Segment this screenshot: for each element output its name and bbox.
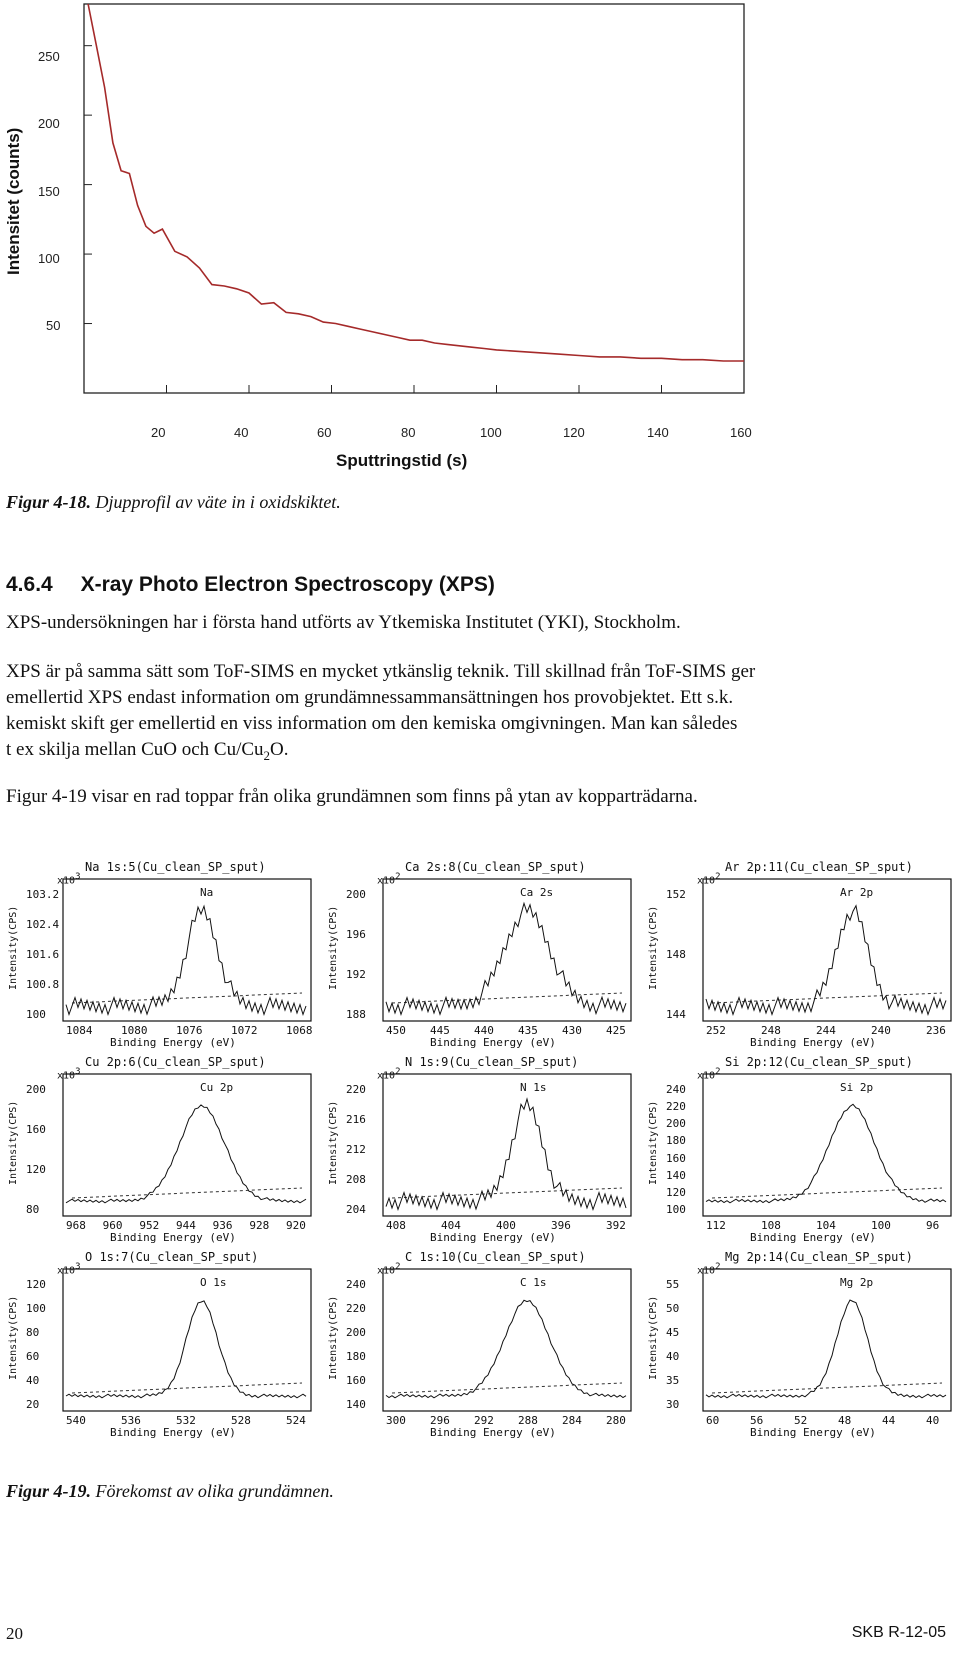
xps-x-tick-label: 392 bbox=[606, 1219, 626, 1232]
xps-y-tick-label: 80 bbox=[26, 1326, 40, 1339]
xps-x-tick-label: 52 bbox=[794, 1414, 808, 1427]
xps-panel-title: N 1s:9(Cu_clean_SP_sput) bbox=[405, 1055, 579, 1069]
xps-y-tick-label: 148 bbox=[666, 948, 686, 961]
xps-x-tick-label: 944 bbox=[176, 1219, 196, 1232]
xps-y-tick-label: 220 bbox=[346, 1083, 366, 1096]
xps-y-tick-label: 100 bbox=[26, 1302, 46, 1315]
xps-y-tick-label: 220 bbox=[346, 1302, 366, 1315]
xps-spectrum-line bbox=[706, 1104, 946, 1203]
xps-y-axis-label: Intensity(CPS) bbox=[8, 1100, 19, 1185]
xps-y-tick-label: 160 bbox=[346, 1374, 366, 1387]
paragraph-2-line: XPS är på samma sätt som ToF-SIMS en mycket ytkänslig teknik. Till skillnad från ToF-SIMS ger bbox=[6, 661, 756, 682]
multiplier-exponent: 3 bbox=[75, 1262, 81, 1272]
y-tick-label: 100 bbox=[38, 251, 60, 266]
xps-y-axis-label: Intensity(CPS) bbox=[8, 905, 19, 990]
xps-peak-label: Mg 2p bbox=[840, 1276, 874, 1289]
section-number: 4.6.4 bbox=[6, 573, 53, 596]
xps-x-tick-label: 244 bbox=[816, 1024, 836, 1037]
xps-x-axis-label: Binding Energy (eV) bbox=[750, 1036, 876, 1049]
xps-y-tick-label: 80 bbox=[26, 1203, 40, 1216]
xps-y-tick-label: 216 bbox=[346, 1113, 366, 1126]
xps-x-tick-label: 960 bbox=[102, 1219, 123, 1232]
xps-y-tick-label: 180 bbox=[666, 1134, 686, 1148]
xps-y-tick-label: 200 bbox=[666, 1117, 686, 1131]
xps-y-tick-label: 35 bbox=[666, 1374, 680, 1387]
xps-x-tick-label: 524 bbox=[286, 1414, 306, 1427]
hydrogen-intensity-series bbox=[88, 4, 744, 361]
xps-y-tick-label: 120 bbox=[666, 1185, 686, 1199]
xps-x-axis-label: Binding Energy (eV) bbox=[110, 1426, 236, 1439]
xps-x-tick-label: 108 bbox=[761, 1219, 781, 1232]
page-number: 20 bbox=[6, 1624, 23, 1643]
x-tick-label: 40 bbox=[234, 425, 249, 440]
caption-text: Förekomst av olika grundämnen. bbox=[95, 1481, 334, 1501]
xps-peak-label: O 1s bbox=[200, 1276, 227, 1289]
xps-x-tick-label: 435 bbox=[518, 1024, 538, 1037]
xps-x-tick-label: 430 bbox=[562, 1024, 582, 1037]
xps-x-tick-label: 528 bbox=[231, 1414, 251, 1427]
xps-x-tick-label: 936 bbox=[212, 1219, 233, 1232]
caption-text: Djupprofil av väte in i oxidskiktet. bbox=[95, 492, 341, 512]
x-tick-label: 80 bbox=[401, 425, 416, 440]
xps-y-axis-label: Intensity(CPS) bbox=[648, 1295, 659, 1380]
xps-y-tick-label: 20 bbox=[26, 1398, 40, 1411]
x-tick-label: 60 bbox=[317, 425, 332, 440]
xps-x-tick-label: 280 bbox=[606, 1414, 626, 1427]
xps-x-tick-label: 450 bbox=[386, 1024, 406, 1037]
xps-y-axis-label: Intensity(CPS) bbox=[648, 905, 659, 990]
y-tick-label: 250 bbox=[38, 49, 60, 64]
plot-frame bbox=[84, 4, 744, 393]
xps-spectrum-line bbox=[66, 1105, 306, 1203]
xps-y-tick-label: 200 bbox=[26, 1083, 46, 1096]
xps-y-tick-label: 208 bbox=[346, 1173, 366, 1186]
caption-label: Figur 4-18. bbox=[6, 492, 92, 512]
xps-panel-title: Na 1s:5(Cu_clean_SP_sput) bbox=[85, 860, 266, 874]
xps-y-tick-label: 204 bbox=[346, 1203, 366, 1216]
xps-x-tick-label: 56 bbox=[750, 1414, 764, 1427]
y-tick-label: 150 bbox=[38, 184, 60, 199]
xps-x-tick-label: 284 bbox=[562, 1414, 582, 1427]
xps-spectrum-plot bbox=[382, 878, 632, 1028]
xps-y-axis-label: Intensity(CPS) bbox=[328, 905, 339, 990]
xps-y-tick-label: 196 bbox=[346, 928, 366, 941]
xps-peak-label: Si 2p bbox=[840, 1081, 874, 1094]
multiplier-exponent: 3 bbox=[75, 872, 81, 882]
xps-x-tick-label: 1084 bbox=[66, 1024, 93, 1037]
xps-plot-frame bbox=[703, 1074, 951, 1216]
figure-4-18-caption bbox=[6, 492, 341, 513]
xps-y-tick-label: 102.4 bbox=[26, 918, 60, 931]
xps-x-tick-label: 920 bbox=[286, 1219, 306, 1232]
xps-spectrum-plot bbox=[382, 1268, 632, 1418]
xps-spectrum-plot bbox=[702, 1073, 952, 1223]
xps-x-tick-label: 252 bbox=[706, 1024, 726, 1037]
xps-panel-title: Mg 2p:14(Cu_clean_SP_sput) bbox=[725, 1250, 913, 1264]
multiplier-exponent: 2 bbox=[395, 1262, 401, 1272]
multiplier-exponent: 2 bbox=[395, 872, 401, 882]
paragraph-3: Figur 4-19 visar en rad toppar från olika grundämnen som finns på ytan av kopparträdarna. bbox=[6, 786, 698, 807]
xps-background-line bbox=[72, 1188, 302, 1198]
xps-background-line bbox=[712, 1383, 942, 1393]
xps-x-tick-label: 112 bbox=[706, 1219, 726, 1232]
xps-x-axis-label: Binding Energy (eV) bbox=[430, 1231, 556, 1244]
text-run: O. bbox=[270, 739, 289, 760]
xps-x-tick-label: 440 bbox=[474, 1024, 494, 1037]
multiplier-base: x10 bbox=[697, 875, 716, 887]
xps-x-axis-label: Binding Energy (eV) bbox=[750, 1426, 876, 1439]
xps-y-tick-label: 152 bbox=[666, 888, 686, 901]
xps-x-tick-label: 236 bbox=[926, 1024, 946, 1037]
xps-y-axis-label: Intensity(CPS) bbox=[8, 1295, 19, 1380]
xps-peak-label: N 1s bbox=[520, 1081, 547, 1094]
xps-x-tick-label: 404 bbox=[441, 1219, 461, 1232]
xps-y-tick-label: 60 bbox=[26, 1350, 40, 1363]
xps-y-tick-label: 160 bbox=[26, 1123, 46, 1136]
xps-y-tick-label: 180 bbox=[346, 1350, 366, 1363]
xps-x-tick-label: 400 bbox=[496, 1219, 516, 1232]
xps-plot-frame bbox=[703, 1269, 951, 1411]
multiplier-base: x10 bbox=[57, 1070, 76, 1082]
xps-peak-label: C 1s bbox=[520, 1276, 547, 1289]
y-tick-label: 200 bbox=[38, 116, 60, 131]
xps-y-tick-label: 100 bbox=[666, 1203, 686, 1216]
caption-label: Figur 4-19. bbox=[6, 1481, 92, 1501]
xps-background-line bbox=[392, 1188, 622, 1198]
xps-x-tick-label: 540 bbox=[66, 1414, 86, 1427]
xps-y-tick-label: 120 bbox=[26, 1278, 46, 1291]
multiplier-exponent: 2 bbox=[715, 1067, 721, 1077]
xps-x-tick-label: 1068 bbox=[286, 1024, 313, 1037]
xps-panel-title: Si 2p:12(Cu_clean_SP_sput) bbox=[725, 1055, 913, 1069]
xps-y-tick-label: 212 bbox=[346, 1143, 366, 1156]
xps-x-tick-label: 240 bbox=[871, 1024, 891, 1037]
xps-background-line bbox=[72, 1383, 302, 1393]
xps-spectrum-plot bbox=[62, 878, 312, 1028]
xps-panel-title: Ar 2p:11(Cu_clean_SP_sput) bbox=[725, 860, 913, 874]
xps-x-tick-label: 532 bbox=[176, 1414, 196, 1427]
xps-y-tick-label: 100.8 bbox=[26, 978, 60, 991]
xps-x-axis-label: Binding Energy (eV) bbox=[110, 1231, 236, 1244]
xps-x-tick-label: 248 bbox=[761, 1024, 781, 1037]
xps-x-tick-label: 48 bbox=[838, 1414, 852, 1427]
section-title: X-ray Photo Electron Spectroscopy (XPS) bbox=[80, 573, 495, 596]
xps-y-axis-label: Intensity(CPS) bbox=[648, 1100, 659, 1185]
xps-x-tick-label: 44 bbox=[882, 1414, 896, 1427]
xps-x-tick-label: 952 bbox=[139, 1219, 160, 1232]
xps-x-tick-label: 104 bbox=[816, 1219, 836, 1232]
xps-y-tick-label: 200 bbox=[346, 1326, 366, 1339]
xps-panel-title: O 1s:7(Cu_clean_SP_sput) bbox=[85, 1250, 259, 1264]
xps-peak-label: Na bbox=[200, 886, 214, 899]
xps-panel-title: Cu 2p:6(Cu_clean_SP_sput) bbox=[85, 1055, 266, 1069]
depth-profile-x-label: Sputtringstid (s) bbox=[336, 451, 468, 470]
xps-x-axis-label: Binding Energy (eV) bbox=[110, 1036, 236, 1049]
xps-y-tick-label: 30 bbox=[666, 1398, 680, 1411]
figure-4-19-caption bbox=[6, 1481, 334, 1502]
xps-x-tick-label: 1076 bbox=[176, 1024, 203, 1037]
text-run: t ex skilja mellan CuO och Cu/Cu bbox=[6, 739, 264, 760]
xps-y-tick-label: 200 bbox=[346, 888, 366, 901]
xps-spectrum-plot bbox=[62, 1268, 312, 1418]
xps-x-tick-label: 288 bbox=[518, 1414, 538, 1427]
xps-x-tick-label: 425 bbox=[606, 1024, 626, 1037]
multiplier-base: x10 bbox=[57, 1265, 76, 1277]
xps-spectrum-line bbox=[66, 1301, 306, 1398]
xps-x-tick-label: 445 bbox=[430, 1024, 450, 1037]
xps-y-tick-label: 45 bbox=[666, 1326, 680, 1339]
xps-y-tick-label: 40 bbox=[666, 1350, 680, 1363]
xps-spectrum-line bbox=[386, 1300, 626, 1398]
x-tick-label: 120 bbox=[563, 425, 585, 440]
multiplier-base: x10 bbox=[377, 875, 396, 887]
xps-x-tick-label: 96 bbox=[926, 1219, 940, 1232]
xps-y-axis-label: Intensity(CPS) bbox=[328, 1295, 339, 1380]
xps-panel-title: Ca 2s:8(Cu_clean_SP_sput) bbox=[405, 860, 586, 874]
paragraph-2-line: kemiskt skift ger emellertid en viss information om den kemiska omgivningen. Man kan således bbox=[6, 713, 738, 734]
xps-x-tick-label: 968 bbox=[66, 1219, 86, 1232]
depth-profile-y-label: Intensitet (counts) bbox=[4, 127, 23, 275]
xps-y-tick-label: 40 bbox=[26, 1374, 40, 1387]
xps-x-tick-label: 40 bbox=[926, 1414, 940, 1427]
xps-y-tick-label: 100 bbox=[26, 1008, 46, 1021]
xps-plot-frame bbox=[383, 1074, 631, 1216]
xps-plot-frame bbox=[383, 879, 631, 1021]
x-tick-label: 100 bbox=[480, 425, 502, 440]
multiplier-exponent: 2 bbox=[715, 1262, 721, 1272]
xps-plot-frame bbox=[703, 879, 951, 1021]
xps-y-tick-label: 144 bbox=[666, 1008, 686, 1021]
xps-y-tick-label: 188 bbox=[346, 1008, 366, 1021]
xps-y-tick-label: 160 bbox=[666, 1151, 686, 1165]
xps-panel-title: C 1s:10(Cu_clean_SP_sput) bbox=[405, 1250, 586, 1264]
subscript: 2 bbox=[263, 747, 271, 763]
xps-x-tick-label: 408 bbox=[386, 1219, 406, 1232]
xps-x-tick-label: 100 bbox=[871, 1219, 891, 1232]
xps-x-axis-label: Binding Energy (eV) bbox=[750, 1231, 876, 1244]
xps-x-tick-label: 292 bbox=[474, 1414, 494, 1427]
xps-peak-label: Ar 2p bbox=[840, 886, 874, 899]
multiplier-exponent: 2 bbox=[715, 872, 721, 882]
xps-x-tick-label: 396 bbox=[551, 1219, 571, 1232]
xps-x-axis-label: Binding Energy (eV) bbox=[430, 1036, 556, 1049]
xps-x-tick-label: 60 bbox=[706, 1414, 720, 1427]
depth-profile-chart bbox=[0, 0, 960, 420]
xps-x-tick-label: 300 bbox=[386, 1414, 406, 1427]
xps-spectrum-plot bbox=[62, 1073, 312, 1223]
xps-spectrum-plot bbox=[702, 878, 952, 1028]
xps-y-tick-label: 140 bbox=[346, 1398, 366, 1411]
paragraph-2-line: emellertid XPS endast information om grundämnessammansättningen hos provobjektet. Ett s.k. bbox=[6, 687, 734, 708]
xps-plot-frame bbox=[63, 1074, 311, 1216]
xps-y-axis-label: Intensity(CPS) bbox=[328, 1100, 339, 1185]
multiplier-base: x10 bbox=[377, 1265, 396, 1277]
paragraph-1: XPS-undersökningen har i första hand utförts av Ytkemiska Institutet (YKI), Stockholm. bbox=[6, 612, 681, 633]
xps-plot-frame bbox=[383, 1269, 631, 1411]
xps-x-tick-label: 1072 bbox=[231, 1024, 258, 1037]
xps-spectrum-plot bbox=[382, 1073, 632, 1223]
xps-y-tick-label: 103.2 bbox=[26, 888, 60, 901]
x-tick-label: 160 bbox=[730, 425, 752, 440]
multiplier-base: x10 bbox=[377, 1070, 396, 1082]
paragraph-2-line bbox=[6, 737, 956, 769]
xps-spectrum-line bbox=[706, 1300, 946, 1398]
xps-y-tick-label: 120 bbox=[26, 1163, 46, 1176]
multiplier-base: x10 bbox=[697, 1070, 716, 1082]
multiplier-base: x10 bbox=[57, 875, 76, 887]
xps-x-axis-label: Binding Energy (eV) bbox=[430, 1426, 556, 1439]
paragraph-2 bbox=[6, 659, 956, 769]
x-tick-label: 20 bbox=[151, 425, 166, 440]
xps-x-tick-label: 536 bbox=[121, 1414, 141, 1427]
xps-x-tick-label: 928 bbox=[249, 1219, 270, 1232]
xps-peak-label: Cu 2p bbox=[200, 1081, 234, 1094]
xps-y-tick-label: 240 bbox=[666, 1083, 686, 1096]
xps-y-tick-label: 240 bbox=[346, 1278, 366, 1291]
xps-y-tick-label: 55 bbox=[666, 1278, 680, 1291]
xps-y-tick-label: 50 bbox=[666, 1302, 680, 1315]
multiplier-exponent: 3 bbox=[75, 1067, 81, 1077]
xps-background-line bbox=[72, 993, 302, 1003]
xps-x-tick-label: 1080 bbox=[121, 1024, 148, 1037]
y-tick-label: 50 bbox=[46, 318, 61, 333]
xps-x-tick-label: 296 bbox=[430, 1414, 450, 1427]
xps-y-tick-label: 101.6 bbox=[26, 948, 60, 961]
xps-plot-frame bbox=[63, 1269, 311, 1411]
x-tick-label: 140 bbox=[647, 425, 669, 440]
xps-peak-label: Ca 2s bbox=[520, 886, 554, 899]
xps-y-tick-label: 140 bbox=[666, 1168, 686, 1182]
xps-spectra-grid bbox=[0, 860, 960, 1460]
xps-spectrum-plot bbox=[702, 1268, 952, 1418]
report-number: SKB R-12-05 bbox=[851, 1624, 946, 1641]
xps-y-tick-label: 192 bbox=[346, 968, 366, 981]
section-heading bbox=[6, 573, 495, 597]
xps-y-tick-label: 220 bbox=[666, 1100, 686, 1114]
multiplier-base: x10 bbox=[697, 1265, 716, 1277]
multiplier-exponent: 2 bbox=[395, 1067, 401, 1077]
xps-background-line bbox=[392, 1383, 622, 1393]
